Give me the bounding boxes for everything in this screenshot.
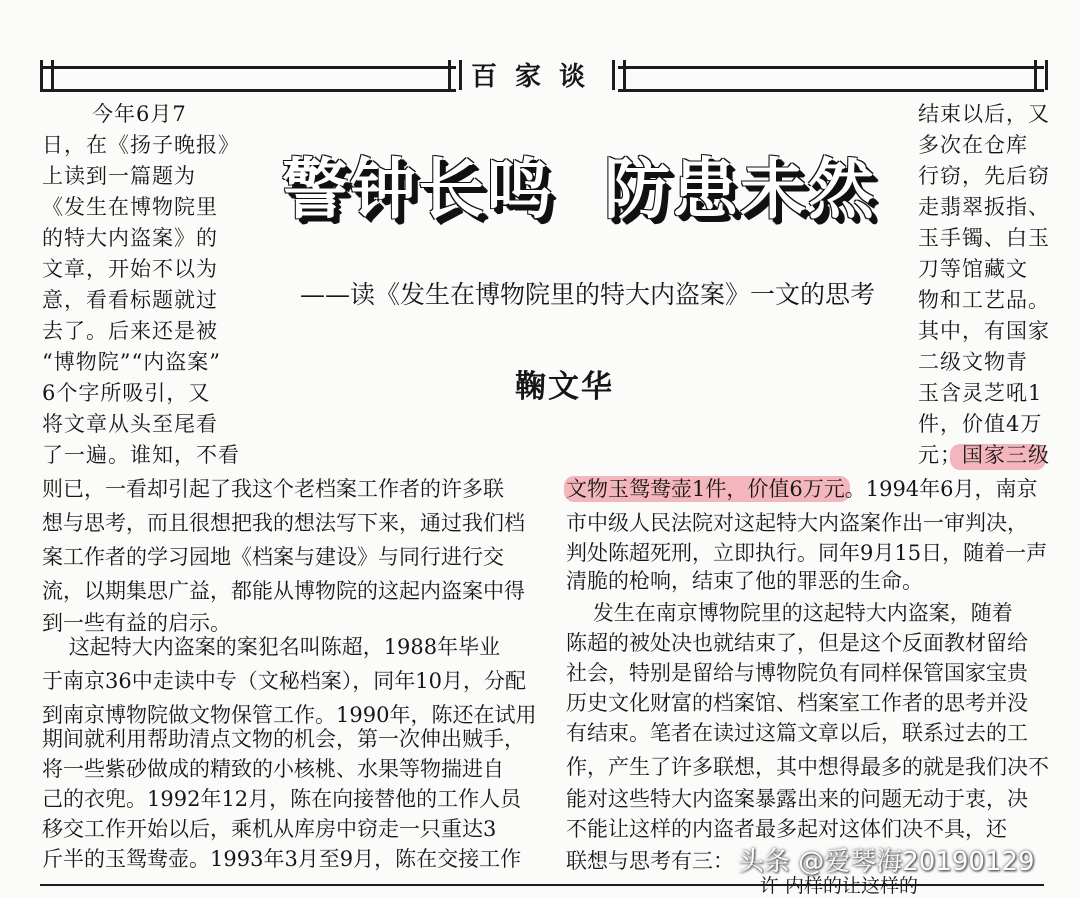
left-narrow-line: 6个字所吸引，又 xyxy=(42,381,211,405)
right-narrow-line: 物和工艺品。 xyxy=(918,288,1050,312)
left-narrow-line: 上读到一篇题为 xyxy=(42,164,196,188)
right-col-line: 历史文化财富的档案馆、档案室工作者的思考并没 xyxy=(566,691,1028,715)
right-col-line: 清脆的枪响，结束了他的罪恶的生命。 xyxy=(566,569,923,593)
left-col-line: 这起特大内盗案的案犯名叫陈超，1988年毕业 xyxy=(42,635,501,659)
header-rule-cap-mid-right xyxy=(612,60,626,90)
right-col-line: 联想与思考有三： xyxy=(566,849,734,873)
left-narrow-line: “博物院”“内盗案” xyxy=(42,350,221,374)
left-narrow-line: 的特大内盗案》的 xyxy=(42,226,218,250)
right-col-line: 作，产生了许多联想，其中想得最多的就是我们决不 xyxy=(566,755,1049,779)
right-narrow-line: 二级文物青 xyxy=(918,350,1028,374)
left-col-line: 己的衣兜。1992年12月，陈在向接替他的工作人员 xyxy=(42,787,522,811)
right-col-line: 发生在南京博物院里的这起特大内盗案，随着 xyxy=(566,601,1013,625)
headline: 警钟长鸣 防患未然 xyxy=(282,151,876,228)
left-narrow-line: 今年6月7 xyxy=(92,102,187,126)
watermark: 头条 @爱琴海20190129 xyxy=(738,847,1035,877)
right-col-line: 文物玉鸳鸯壶1件，价值6万元。1994年6月，南京 xyxy=(566,477,1038,501)
right-narrow-line: 元；国家三级 xyxy=(918,443,1050,467)
left-col-line: 到南京博物院做文物保管工作。1990年，陈还在试用 xyxy=(42,703,537,727)
header-rule-cap-left xyxy=(40,60,54,90)
left-col-line: 于南京36中走读中专（文秘档案），同年10月，分配 xyxy=(42,669,526,693)
left-col-line: 想与思考，而且很想把我的想法写下来，通过我们档 xyxy=(42,511,525,535)
right-narrow-line: 结束以后，又 xyxy=(918,102,1050,126)
left-col-line: 案工作者的学习园地《档案与建设》与同行进行交 xyxy=(42,545,504,569)
right-col-line: 判处陈超死刑，立即执行。同年9月15日，随着一声 xyxy=(566,541,1048,565)
left-narrow-line: 将文章从头至尾看 xyxy=(42,412,218,436)
left-col-line: 则已，一看却引起了我这个老档案工作者的许多联 xyxy=(42,477,504,501)
cut-off-line: 许 内样的让这样的 xyxy=(760,875,919,897)
right-narrow-line: 件，价值4万 xyxy=(918,412,1043,436)
author-name: 鞠文华 xyxy=(515,369,614,405)
right-col-line: 能对这些特大内盗案暴露出来的问题无动于衷，决 xyxy=(566,787,1028,811)
right-col-line: 市中级人民法院对这起特大内盗案作出一审判决， xyxy=(566,511,1028,535)
left-narrow-line: 文章，开始不以为 xyxy=(42,257,218,281)
column-header: 百家谈 xyxy=(470,62,603,92)
right-col-line: 社会，特别是留给与博物院负有同样保管国家宝贵 xyxy=(566,661,1028,685)
left-col-line: 斤半的玉鸳鸯壶。1993年3月至9月，陈在交接工作 xyxy=(42,847,522,871)
left-narrow-line: 《发生在博物院里 xyxy=(42,195,218,219)
right-narrow-line: 走翡翠扳指、 xyxy=(918,195,1050,219)
right-narrow-line: 其中，有国家 xyxy=(918,319,1050,343)
header-rule-right xyxy=(618,66,1044,92)
left-narrow-line: 日，在《扬子晚报》 xyxy=(42,133,240,157)
left-col-line: 到一些有益的启示。 xyxy=(42,611,231,635)
left-narrow-line: 意，看看标题就过 xyxy=(42,288,218,312)
right-narrow-line: 玉手镯、白玉 xyxy=(918,226,1050,250)
right-col-line: 不能让这样的内盗者最多起对这体们决不具，还 xyxy=(566,817,1007,841)
header-rule-cap-right xyxy=(1034,60,1048,90)
right-narrow-line: 刀等馆藏文 xyxy=(918,257,1028,281)
right-narrow-line: 行窃，先后窃 xyxy=(918,164,1050,188)
header-rule-left xyxy=(40,66,456,92)
left-col-line: 移交工作开始以后，乘机从库房中窃走一只重达3 xyxy=(42,817,497,841)
right-col-line: 陈超的被处决也就结束了，但是这个反面教材留给 xyxy=(566,631,1028,655)
left-col-line: 流，以期集思广益，都能从博物院的这起内盗案中得 xyxy=(42,579,525,603)
left-narrow-line: 去了。后来还是被 xyxy=(42,319,218,343)
left-narrow-line: 了一遍。谁知，不看 xyxy=(42,443,240,467)
right-col-line: 有结束。笔者在读过这篇文章以后，联系过去的工 xyxy=(566,721,1028,745)
left-col-line: 将一些紫砂做成的精致的小核桃、水果等物揣进自 xyxy=(42,757,504,781)
subtitle: ——读《发生在博物院里的特大内盗案》一文的思考 xyxy=(300,280,876,309)
right-narrow-line: 玉含灵芝吼1 xyxy=(918,381,1043,405)
right-narrow-line: 多次在仓库 xyxy=(918,133,1028,157)
left-col-line: 期间就利用帮助清点文物的机会，第一次伸出贼手， xyxy=(42,727,525,751)
